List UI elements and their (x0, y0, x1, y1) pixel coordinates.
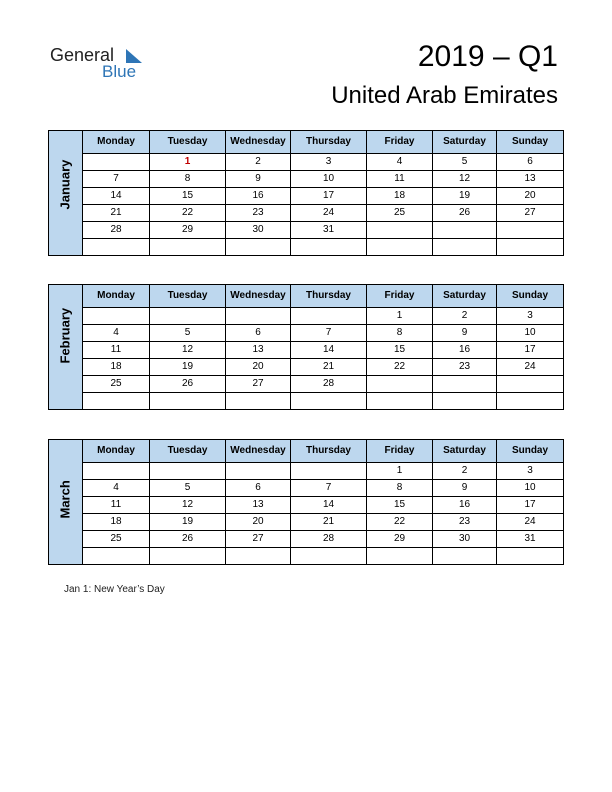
day-cell: 25 (83, 531, 150, 548)
day-cell: 14 (83, 188, 150, 205)
day-cell: 26 (150, 376, 226, 393)
week-row (49, 514, 564, 531)
day-cell: 13 (497, 171, 564, 188)
week-row (49, 325, 564, 342)
logo (50, 45, 160, 85)
weekday-header: Sunday (497, 440, 564, 463)
day-cell: 27 (226, 376, 291, 393)
logo-blue-text: Blue (102, 62, 137, 81)
day-cell (226, 463, 291, 480)
week-row (49, 239, 564, 256)
weekday-header: Saturday (433, 440, 497, 463)
day-cell: 12 (150, 342, 226, 359)
month-label (49, 285, 83, 410)
day-cell: 28 (291, 531, 367, 548)
day-cell (150, 393, 226, 410)
day-cell (367, 222, 433, 239)
day-cell (83, 463, 150, 480)
week-row (49, 308, 564, 325)
day-cell (83, 239, 150, 256)
week-row (49, 548, 564, 565)
day-cell: 24 (497, 359, 564, 376)
day-cell: 15 (150, 188, 226, 205)
month-label (49, 440, 83, 565)
month-name: February (57, 307, 73, 364)
day-cell: 17 (497, 342, 564, 359)
day-cell (83, 308, 150, 325)
weekday-header: Wednesday (226, 285, 291, 308)
day-cell: 4 (83, 325, 150, 342)
day-cell: 29 (150, 222, 226, 239)
day-cell: 14 (291, 497, 367, 514)
day-cell: 28 (83, 222, 150, 239)
day-cell: 18 (83, 514, 150, 531)
day-cell: 25 (83, 376, 150, 393)
day-cell: 15 (367, 342, 433, 359)
day-cell (433, 239, 497, 256)
month-name: January (57, 159, 73, 210)
day-cell: 20 (497, 188, 564, 205)
day-cell (226, 239, 291, 256)
day-cell: 23 (226, 205, 291, 222)
weekday-header: Sunday (497, 131, 564, 154)
weekday-header: Saturday (433, 131, 497, 154)
weekday-header: Monday (83, 131, 150, 154)
week-row (49, 222, 564, 239)
day-cell: 17 (291, 188, 367, 205)
day-cell: 10 (291, 171, 367, 188)
day-cell (367, 548, 433, 565)
day-cell (433, 376, 497, 393)
day-cell: 20 (226, 514, 291, 531)
day-cell: 2 (226, 154, 291, 171)
day-cell: 3 (497, 308, 564, 325)
day-cell: 19 (150, 359, 226, 376)
day-cell: 7 (291, 480, 367, 497)
week-row (49, 205, 564, 222)
day-cell: 30 (226, 222, 291, 239)
weekday-header: Thursday (291, 131, 367, 154)
day-cell: 20 (226, 359, 291, 376)
week-row (49, 154, 564, 171)
day-cell (83, 393, 150, 410)
week-row (49, 393, 564, 410)
day-cell: 24 (497, 514, 564, 531)
day-cell: 22 (367, 514, 433, 531)
day-cell: 2 (433, 463, 497, 480)
day-cell: 1 (367, 308, 433, 325)
day-cell: 5 (150, 325, 226, 342)
day-cell: 9 (226, 171, 291, 188)
week-row (49, 188, 564, 205)
day-cell (433, 222, 497, 239)
weekday-header: Friday (367, 285, 433, 308)
day-cell: 1 (367, 463, 433, 480)
day-cell: 10 (497, 325, 564, 342)
day-cell: 16 (433, 342, 497, 359)
day-cell (497, 222, 564, 239)
weekday-header: Wednesday (226, 440, 291, 463)
week-row (49, 359, 564, 376)
weekday-header: Tuesday (150, 131, 226, 154)
weekday-header: Tuesday (150, 440, 226, 463)
day-cell: 10 (497, 480, 564, 497)
day-cell (497, 393, 564, 410)
day-cell: 18 (367, 188, 433, 205)
day-cell: 23 (433, 359, 497, 376)
day-cell: 23 (433, 514, 497, 531)
day-cell: 26 (150, 531, 226, 548)
day-cell: 18 (83, 359, 150, 376)
day-cell (226, 548, 291, 565)
day-cell: 5 (150, 480, 226, 497)
day-cell (150, 548, 226, 565)
weekday-header: Friday (367, 131, 433, 154)
day-cell: 27 (226, 531, 291, 548)
day-cell (291, 463, 367, 480)
day-cell: 3 (291, 154, 367, 171)
day-cell: 28 (291, 376, 367, 393)
day-cell: 15 (367, 497, 433, 514)
day-cell: 11 (83, 497, 150, 514)
day-cell (226, 308, 291, 325)
day-cell: 31 (497, 531, 564, 548)
day-cell: 22 (150, 205, 226, 222)
day-cell: 27 (497, 205, 564, 222)
day-cell (291, 548, 367, 565)
logo-general-text: General (50, 45, 115, 65)
country-name: United Arab Emirates (331, 82, 558, 109)
day-cell: 26 (433, 205, 497, 222)
day-cell (367, 393, 433, 410)
day-cell: 7 (291, 325, 367, 342)
day-cell (291, 393, 367, 410)
week-row (49, 497, 564, 514)
day-cell (150, 308, 226, 325)
day-cell (83, 154, 150, 171)
weekday-header: Monday (83, 285, 150, 308)
week-row (49, 376, 564, 393)
day-cell: 30 (433, 531, 497, 548)
day-cell: 5 (433, 154, 497, 171)
day-cell: 16 (433, 497, 497, 514)
month-table-january (48, 130, 564, 256)
day-cell: 21 (291, 359, 367, 376)
day-cell: 31 (291, 222, 367, 239)
day-cell: 6 (226, 480, 291, 497)
day-cell: 29 (367, 531, 433, 548)
week-row (49, 531, 564, 548)
day-cell: 16 (226, 188, 291, 205)
month-label (49, 131, 83, 256)
weekday-header: Thursday (291, 440, 367, 463)
day-cell: 12 (150, 497, 226, 514)
week-row (49, 342, 564, 359)
day-cell: 7 (83, 171, 150, 188)
day-cell: 17 (497, 497, 564, 514)
holiday-note: Jan 1: New Year’s Day (64, 584, 165, 595)
week-row (49, 480, 564, 497)
day-cell (150, 239, 226, 256)
weekday-header: Monday (83, 440, 150, 463)
day-cell: 11 (83, 342, 150, 359)
day-cell: 19 (150, 514, 226, 531)
weekday-header: Friday (367, 440, 433, 463)
day-cell (150, 463, 226, 480)
weekday-header: Tuesday (150, 285, 226, 308)
day-cell: 11 (367, 171, 433, 188)
page-title: 2019 – Q1 (417, 40, 558, 73)
weekday-header: Sunday (497, 285, 564, 308)
day-cell (497, 239, 564, 256)
day-cell: 1 (150, 154, 226, 171)
day-cell: 25 (367, 205, 433, 222)
day-cell: 14 (291, 342, 367, 359)
day-cell: 9 (433, 480, 497, 497)
day-cell (83, 548, 150, 565)
day-cell: 13 (226, 342, 291, 359)
day-cell: 4 (83, 480, 150, 497)
weekday-header: Wednesday (226, 131, 291, 154)
day-cell: 3 (497, 463, 564, 480)
day-cell: 4 (367, 154, 433, 171)
day-cell: 6 (226, 325, 291, 342)
day-cell (367, 376, 433, 393)
day-cell (291, 308, 367, 325)
month-table-march (48, 439, 564, 565)
weekday-header: Saturday (433, 285, 497, 308)
weekday-header: Thursday (291, 285, 367, 308)
day-cell (367, 239, 433, 256)
day-cell: 21 (83, 205, 150, 222)
day-cell (291, 239, 367, 256)
day-cell: 22 (367, 359, 433, 376)
month-table-february (48, 284, 564, 410)
day-cell: 12 (433, 171, 497, 188)
day-cell: 6 (497, 154, 564, 171)
day-cell (497, 376, 564, 393)
day-cell: 8 (367, 325, 433, 342)
day-cell: 8 (367, 480, 433, 497)
day-cell: 8 (150, 171, 226, 188)
day-cell (433, 548, 497, 565)
day-cell (497, 548, 564, 565)
week-row (49, 171, 564, 188)
day-cell: 13 (226, 497, 291, 514)
day-cell: 19 (433, 188, 497, 205)
day-cell: 9 (433, 325, 497, 342)
day-cell (226, 393, 291, 410)
day-cell: 2 (433, 308, 497, 325)
day-cell: 21 (291, 514, 367, 531)
day-cell (433, 393, 497, 410)
week-row (49, 463, 564, 480)
day-cell: 24 (291, 205, 367, 222)
month-name: March (57, 480, 73, 519)
